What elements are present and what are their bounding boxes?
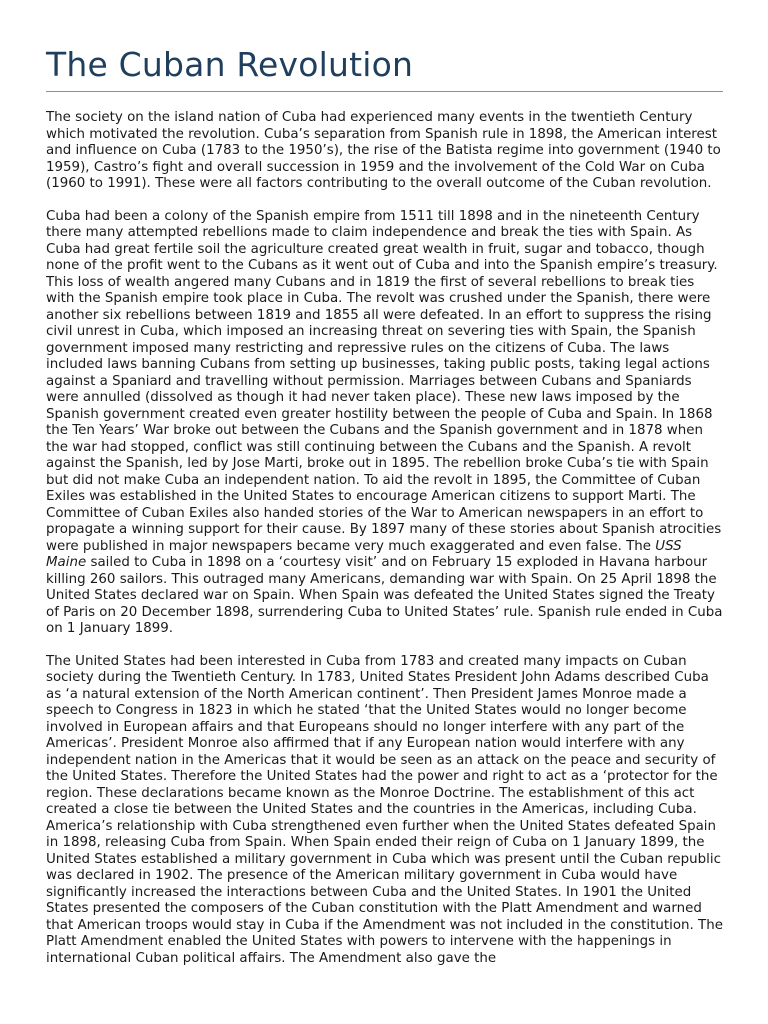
paragraph-3-text: The United States had been interested in Cuba from 1783 and created many impacts on Cuban society during the Twentieth Century. In 1783, United States President John Adams described Cuba as ‘a natural extension of the North American continent’. Then President James Monroe made a speech to Congress in 1823 in which he stated ‘that the United States would no longer become involved in European affairs and that Europeans should no longer interfere with any part of the Americas’. President Monroe also affirmed that if any European nation would interfere with any independent nation in the Americas that it would be seen as an attack on the peace and security of the United States. Therefore the United States had the power and right to act as a ‘protector for the region. These declarations became known as the Monroe Doctrine. The establishment of this act created a close tie between the United States and the countries in the Americas, including Cuba. America’s relationship with Cuba strengthened even further when the United States defeated Spain in 1898, releasing Cuba from Spain. When Spain ended their reign of Cuba on 1 January 1899, the United States established a military government in Cuba which was present until the Cuban republic was declared in 1902. The presence of the American military government in Cuba would have significantly increased the interactions between Cuba and the United States. In 1901 the United States presented the composers of the Cuban constitution with the Platt Amendment and warned that American troops would stay in Cuba if the Amendment was not included in the constitution. The Platt Amendment enabled the United States with powers to intervene with the happenings in international Cuban political affairs. The Amendment also gave the bbox=[46, 653, 723, 966]
paragraph-1 bbox=[46, 110, 726, 193]
ship-name-italic: USS Maine bbox=[46, 538, 682, 570]
paragraph-2 bbox=[46, 209, 726, 638]
paragraph-2-text-a: Cuba had been a colony of the Spanish empire from 1511 till 1898 and in the nineteenth Century there many attempted rebellions made to claim independence and break the ties with Spain. As Cuba had great fertile soil the agriculture created great wealth in fruit, sugar and tobacco, though none of the profit went to the Cubans as it went out of Cuba and into the Spanish empire’s treasury. This loss of wealth angered many Cubans and in 1819 the first of several rebellions to break ties with the Spanish empire took place in Cuba. The revolt was crushed under the Spanish, there were another six rebellions between 1819 and 1855 all were defeated. In an effort to suppress the rising civil unrest in Cuba, which imposed an increasing threat on severing ties with Spain, the Spanish government imposed many restricting and repressive rules on the citizens of Cuba. The laws included laws banning Cubans from setting up businesses, taking public posts, taking legal actions against a Spaniard and travelling without permission. Marriages between Cubans and Spaniards were annulled (dissolved as though it had never taken place). These new laws imposed by the Spanish government created even greater hostility between the people of Cuba and Spain. In 1868 the Ten Years’ War broke out between the Cubans and the Spanish government and in 1878 when the war had stopped, conflict was still continuing between the Cubans and the Spanish. A revolt against the Spanish, led by Jose Marti, broke out in 1895. The rebellion broke Cuba’s tie with Spain but did not make Cuba an independent nation. To aid the revolt in 1895, the Committee of Cuban Exiles was established in the United States to encourage American citizens to support Marti. The Committee of Cuban Exiles also handed stories of the War to American newspapers in an effort to propagate a winning support for their cause. By 1897 many of these stories about Spanish atrocities were published in major newspapers became very much exaggerated and even false. The bbox=[46, 208, 722, 554]
paragraph-3 bbox=[46, 654, 726, 968]
paragraph-1-text: The society on the island nation of Cuba had experienced many events in the twentieth Century which motivated the revolution. Cuba’s separation from Spanish rule in 1898, the American interest and influence on Cuba (1783 to the 1950’s), the rise of the Batista regime into government (1940 to 1959), Castro’s fight and overall succession in 1959 and the involvement of the Cold War on Cuba (1960 to 1991). These were all factors contributing to the overall outcome of the Cuban revolution. bbox=[46, 110, 721, 191]
paragraph-2-text-b: sailed to Cuba in 1898 on a ‘courtesy visit’ and on February 15 exploded in Havana harbour killing 260 sailors. This outraged many Americans, demanding war with Spain. On 25 April 1898 the United States declared war on Spain. When Spain was defeated the United States signed the Treaty of Paris on 20 December 1898, surrendering Cuba to United States’ rule. Spanish rule ended in Cuba on 1 January 1899. bbox=[46, 555, 723, 636]
document-page bbox=[46, 44, 726, 983]
document-title: The Cuban Revolution bbox=[46, 45, 414, 84]
title-divider bbox=[46, 91, 723, 92]
